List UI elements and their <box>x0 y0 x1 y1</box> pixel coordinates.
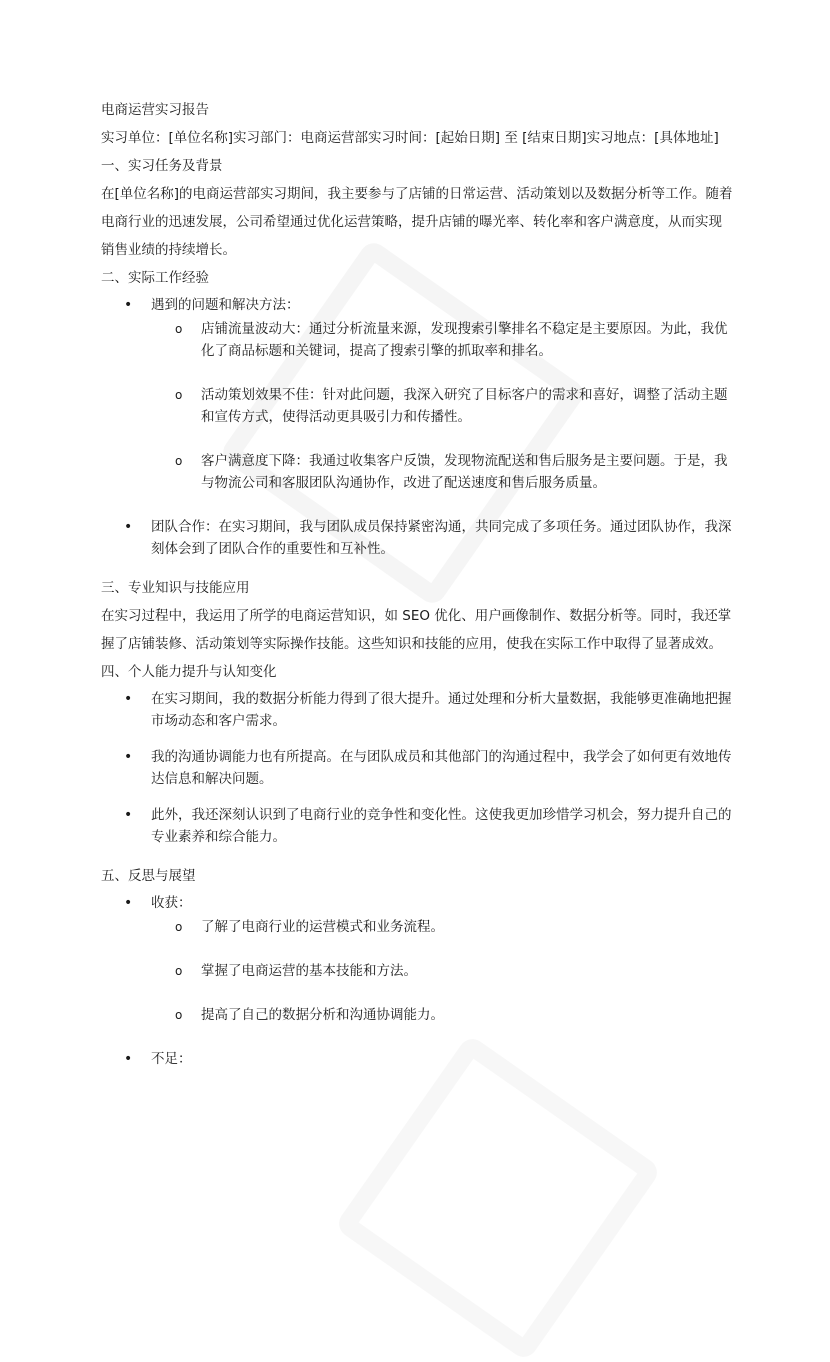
section-paragraph: 在[单位名称]的电商运营部实习期间，我主要参与了店铺的日常运营、活动策划以及数据分析等工作。随着电商行业的迅速发展，公司希望通过优化运营策略，提升店铺的曝光率、转化率和客户满意度，从而实现销售业绩的持续增长。 <box>101 186 733 258</box>
list-item: • 团队合作：在实习期间，我与团队成员保持紧密沟通，共同完成了多项任务。通过团队协作，我深刻体会到了团队合作的重要性和互补性。 <box>101 516 733 560</box>
section-heading: 三、专业知识与技能应用 <box>101 580 250 596</box>
list-item: • 此外，我还深刻认识到了电商行业的竞争性和变化性。这使我更加珍惜学习机会，努力提升自己的专业素养和综合能力。 <box>101 804 733 848</box>
bullet-list <box>101 688 733 848</box>
list-item <box>101 892 733 1026</box>
sub-list-item: o 了解了电商行业的运营模式和业务流程。 <box>151 916 733 938</box>
section-heading: 二、实际工作经验 <box>101 270 209 286</box>
list-item: • 我的沟通协调能力也有所提高。在与团队成员和其他部门的沟通过程中，我学会了如何更有效地传达信息和解决问题。 <box>101 746 733 790</box>
internship-info: 实习单位：[单位名称]实习部门：电商运营部实习时间：[起始日期] 至 [结束日期]实习地点：[具体地址] <box>101 130 719 146</box>
sub-list <box>151 916 733 1026</box>
bullet-list <box>101 892 733 1070</box>
sub-list <box>151 318 733 494</box>
section-paragraph: 在实习过程中，我运用了所学的电商运营知识，如 SEO 优化、用户画像制作、数据分析等。同时，我还掌握了店铺装修、活动策划等实际操作技能。这些知识和技能的应用，使我在实际工作中取得了显著成效。 <box>101 608 732 652</box>
list-item <box>101 294 733 494</box>
list-item-text: 遇到的问题和解决方法： <box>151 297 300 313</box>
sub-list-item: o 活动策划效果不佳：针对此问题，我深入研究了目标客户的需求和喜好，调整了活动主题和宣传方式，使得活动更具吸引力和传播性。 <box>151 384 733 428</box>
bullet-list <box>101 294 733 560</box>
sub-list-item: o 掌握了电商运营的基本技能和方法。 <box>151 960 733 982</box>
sub-list-item: o 店铺流量波动大：通过分析流量来源，发现搜索引擎排名不稳定是主要原因。为此，我优化了商品标题和关键词，提高了搜索引擎的抓取率和排名。 <box>151 318 733 362</box>
list-item: • 在实习期间，我的数据分析能力得到了很大提升。通过处理和分析大量数据，我能够更准确地把握市场动态和客户需求。 <box>101 688 733 732</box>
sub-list-item: o 客户满意度下降：我通过收集客户反馈，发现物流配送和售后服务是主要问题。于是，我与物流公司和客服团队沟通协作，改进了配送速度和售后服务质量。 <box>151 450 733 494</box>
sub-list-item: o 提高了自己的数据分析和沟通协调能力。 <box>151 1004 733 1026</box>
list-item-text: 收获： <box>151 895 192 911</box>
section-heading: 一、实习任务及背景 <box>101 158 223 174</box>
list-item: • 不足： <box>101 1048 733 1070</box>
section-heading: 四、个人能力提升与认知变化 <box>101 664 277 680</box>
document-title: 电商运营实习报告 <box>101 102 209 118</box>
document-body <box>101 96 733 1084</box>
section-heading: 五、反思与展望 <box>101 868 196 884</box>
